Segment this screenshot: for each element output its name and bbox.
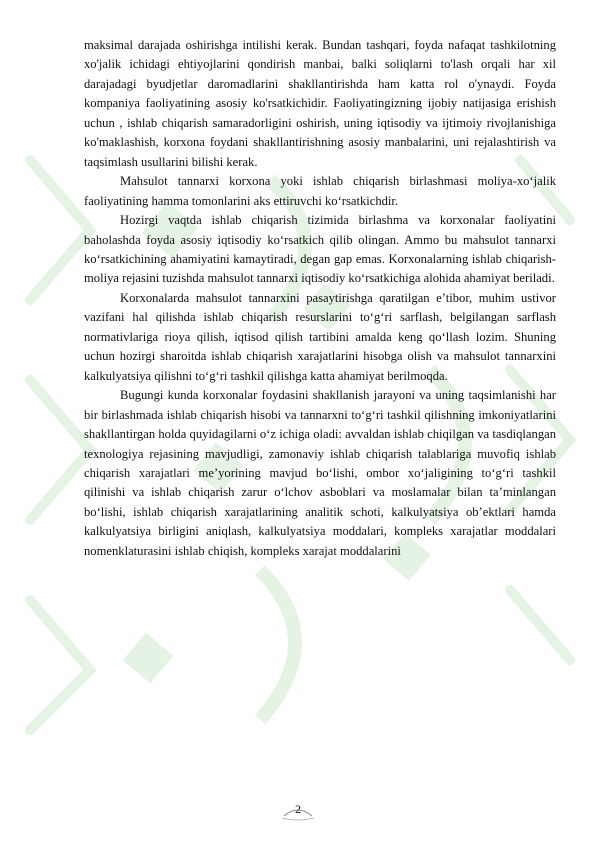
paragraph-2: Mahsulot tannarxi korxona yoki ishlab chiqarish birlashmasi moliya-xo‘jalik faoliyatining hamma tomonlarini aks ettiruvchi ko‘rsatkichdir.: [84, 174, 556, 208]
paragraph-3: Hozirgi vaqtda ishlab chiqarish tizimida birlashma va korxonalar faoliyatini baholashda foyda asosiy iqtisodiy ko‘rsatkich qilib olingan. Ammo bu mahsulot tannarxi ko‘rsatkichining ahamiyatini kamaytiradi, degan gap emas. Korxonalarning ishlab chiqarish-moliya rejasini tuzishda mahsulot tannarxi iqtisodiy ko‘rsatkichiga alohida ahamiyat beriladi.: [84, 213, 556, 286]
paragraph-1: maksimal darajada oshirishga intilishi kerak. Bundan tashqari, foyda nafaqat tashkilotning xo'jalik ichidagi ehtiyojlarini qondirish manbai, balki soliqlarni to'lash orqali har xil darajadagi byudjetlar daromadlarini shakllantirishda ham katta rol o'ynaydi. Foyda kompaniya faoliyatining asosiy ko'rsatkichidir. Faoliyatingizning ijobiy natijasiga erishish uchun , ishlab chiqarish samaradorligini oshirish, uning iqtisodiy va ijtimoiy rivojlanishiga ko'maklashish, korxona foydani shakllantirishning asosiy manbalarini, uni rejalashtirish va taqsimlash usullarini bilishi kerak.: [84, 38, 556, 169]
page-number: 2: [295, 802, 301, 816]
paragraph-4: Korxonalarda mahsulot tannarxini pasaytirishga qaratilgan e’tibor, muhim ustivor vazifani hal qilishda ishlab chiqarish resurslarini to‘g‘ri sarflash, belgilangan sarflash normativlariga rioya qilish, iqtisod qilish tartibini amalda keng qo‘llash lozim. Shuning uchun hozirgi sharoitda ishlab chiqarish xarajatlarini hisobga olish va mahsulot tannarxini kalkulyatsiya qilishni to‘g‘ri tashkil qilishga katta ahamiyat berilmoqda.: [84, 290, 556, 383]
document-body: [84, 36, 556, 561]
page-number-badge: [278, 796, 318, 822]
paragraph-5: Bugungi kunda korxonalar foydasini shakllanish jarayoni va uning taqsimlanishi har bir birlashmada ishlab chiqarish hisobi va tannarxni to‘g‘ri tashkil qilishning imkoniyatlarini shakllantirgan holda quyidagilarni o‘z ichiga oladi: avvaldan ishlab chiqilgan va tasdiqlangan texnologiya rejasining mavjudligi, zamonaviy ishlab chiqarish talablariga muvofiq ishlab chiqarish xarajatlari me’yorining mavjud bo‘lishi, ombor xo‘jaligining to‘g‘ri tashkil qilinishi va ishlab chiqarish zarur o‘lchov asboblari va moslamalar bilan ta’minlangan bo‘lishi, ishlab chiqarish xarajatlarining analitik schoti, kalkulyatsiya ob’ektlari hamda kalkulyatsiya birligini aniqlash, kalkulyatsiya moddalari, kompleks xarajatlar moddalari nomenklaturasini ishlab chiqish, kompleks xarajat moddalarini: [84, 388, 556, 558]
